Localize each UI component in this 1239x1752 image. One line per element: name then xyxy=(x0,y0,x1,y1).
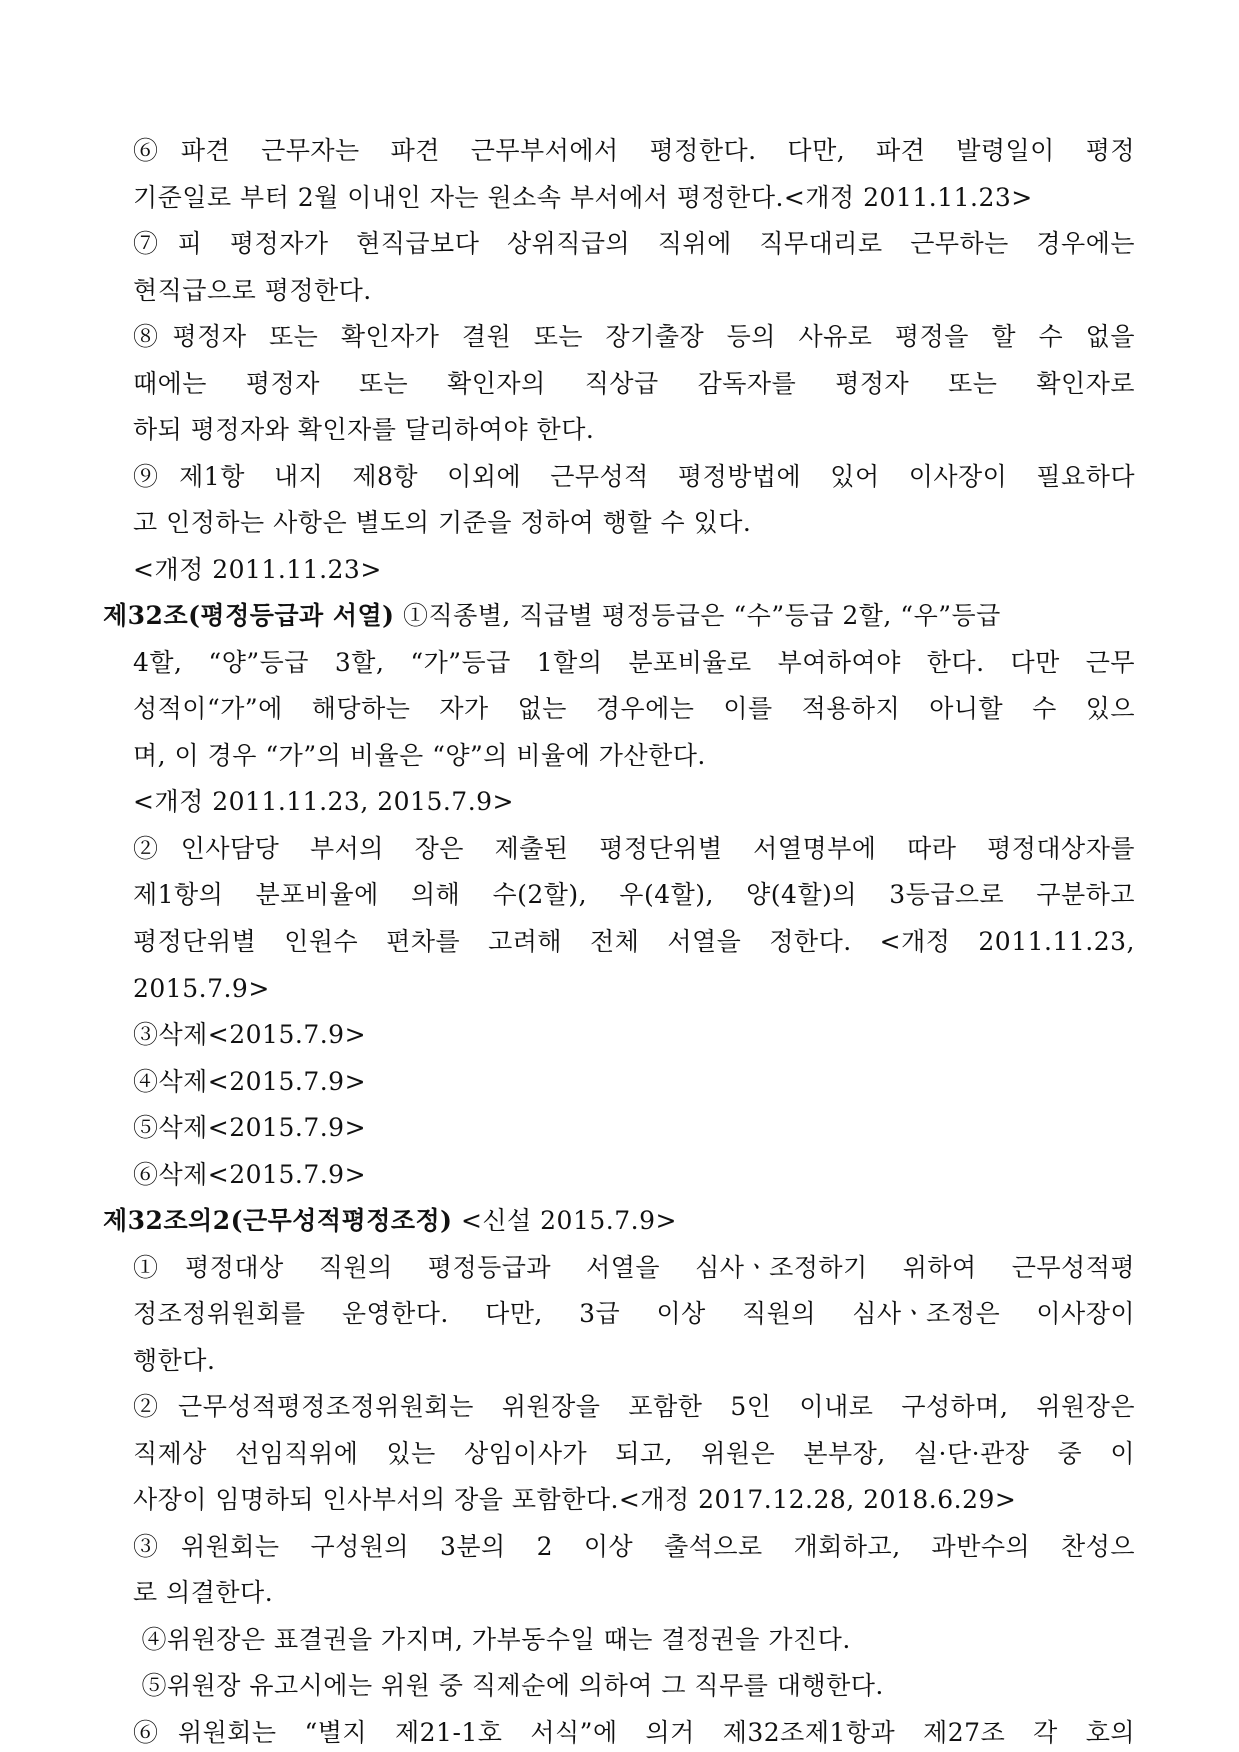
text-line: 행한다. xyxy=(133,1346,216,1375)
article-heading-line xyxy=(103,601,1001,631)
text-line: 기준일로 부터 2월 이내인 자는 원소속 부서에서 평정한다.<개정 2011.11.23> xyxy=(133,183,1033,212)
text-line: ⑥위원회는 “별지 제21-1호 서식”에 의거 제32조제1항과 제27조 각 호의 xyxy=(133,1718,1135,1747)
text-line: ④위원장은 표결권을 가지며, 가부동수일 때는 결정권을 가진다. xyxy=(133,1625,851,1654)
text-line: ⑥삭제<2015.7.9> xyxy=(133,1160,367,1189)
article-title: 제32조의2(근무성적평정조정) xyxy=(103,1206,453,1235)
text-line: <개정 2011.11.23> xyxy=(133,555,382,584)
text-line: ③삭제<2015.7.9> xyxy=(133,1020,367,1049)
text-line: 제1항의 분포비율에 의해 수(2할), 우(4할), 양(4할)의 3등급으로 구분하고 xyxy=(133,880,1135,909)
text-line: ⑥파견 근무자는 파견 근무부서에서 평정한다. 다만, 파견 발령일이 평정 xyxy=(133,136,1135,165)
text-line: 4할, “양”등급 3할, “가”등급 1할의 분포비율로 부여하여야 한다. 다만 근무 xyxy=(133,648,1135,677)
text-line: 현직급으로 평정한다. xyxy=(133,276,372,305)
text-line: 고 인정하는 사항은 별도의 기준을 정하여 행할 수 있다. xyxy=(133,508,752,537)
text-line: 로 의결한다. xyxy=(133,1578,274,1607)
article-text: ①직종별, 직급별 평정등급은 “수”등급 2할, “우”등급 xyxy=(394,601,1001,630)
text-line: ②인사담당 부서의 장은 제출된 평정단위별 서열명부에 따라 평정대상자를 xyxy=(133,834,1135,863)
text-line: 하되 평정자와 확인자를 달리하여야 한다. xyxy=(133,415,595,444)
article-text: <신설 2015.7.9> xyxy=(452,1206,677,1235)
text-line: ⑤삭제<2015.7.9> xyxy=(133,1113,367,1142)
text-line: ③위원회는 구성원의 3분의 2 이상 출석으로 개회하고, 과반수의 찬성으 xyxy=(133,1532,1135,1561)
text-line: ②근무성적평정조정위원회는 위원장을 포함한 5인 이내로 구성하며, 위원장은 xyxy=(133,1392,1135,1421)
text-line: 성적이“가”에 해당하는 자가 없는 경우에는 이를 적용하지 아니할 수 있으 xyxy=(133,694,1135,723)
text-line: <개정 2011.11.23, 2015.7.9> xyxy=(133,787,515,816)
text-line: ⑦피 평정자가 현직급보다 상위직급의 직위에 직무대리로 근무하는 경우에는 xyxy=(133,229,1135,258)
text-line: ④삭제<2015.7.9> xyxy=(133,1067,367,1096)
text-line: 평정단위별 인원수 편차를 고려해 전체 서열을 정한다. <개정 2011.11.23, xyxy=(133,927,1135,956)
text-line: 며, 이 경우 “가”의 비율은 “양”의 비율에 가산한다. xyxy=(133,741,706,770)
text-line: ⑤위원장 유고시에는 위원 중 직제순에 의하여 그 직무를 대행한다. xyxy=(133,1671,884,1700)
article-heading-line xyxy=(103,1206,677,1236)
text-line: 정조정위원회를 운영한다. 다만, 3급 이상 직원의 심사ㆍ조정은 이사장이 xyxy=(133,1299,1135,1328)
text-line: 사장이 임명하되 인사부서의 장을 포함한다.<개정 2017.12.28, 2018.6.29> xyxy=(133,1485,1017,1514)
text-line: 2015.7.9> xyxy=(133,974,270,1003)
text-line: ①평정대상 직원의 평정등급과 서열을 심사ㆍ조정하기 위하여 근무성적평 xyxy=(133,1253,1135,1282)
text-line: 직제상 선임직위에 있는 상임이사가 되고, 위원은 본부장, 실·단·관장 중 이 xyxy=(133,1439,1135,1468)
text-line: 때에는 평정자 또는 확인자의 직상급 감독자를 평정자 또는 확인자로 xyxy=(133,369,1135,398)
text-line: ⑨제1항 내지 제8항 이외에 근무성적 평정방법에 있어 이사장이 필요하다 xyxy=(133,462,1135,491)
article-title: 제32조(평정등급과 서열) xyxy=(103,601,395,630)
text-line: ⑧평정자 또는 확인자가 결원 또는 장기출장 등의 사유로 평정을 할 수 없을 xyxy=(133,322,1135,351)
